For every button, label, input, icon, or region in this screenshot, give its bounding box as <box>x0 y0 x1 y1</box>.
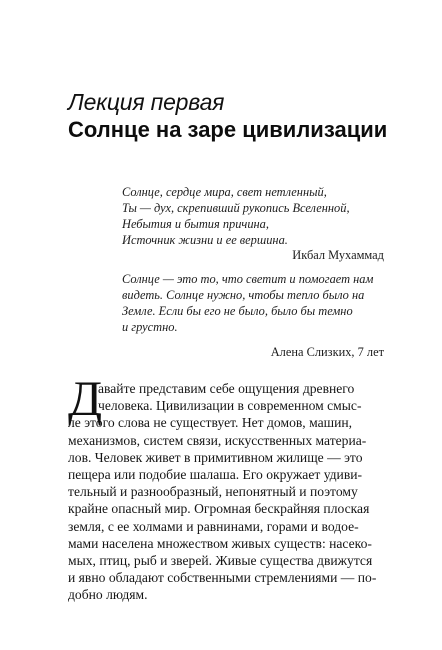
epigraph-line: Земле. Если бы его не было, было бы темно <box>122 304 353 318</box>
epigraph-line: Ты — дух, скрепивший рукопись Вселенной, <box>122 201 350 215</box>
chapter-title: Солнце на заре цивилизации <box>68 117 388 142</box>
body-line: земля, с ее холмами и равнинами, горами и водое- <box>68 518 359 534</box>
epigraph-author: Икбал Мухаммад <box>292 248 384 262</box>
epigraph-line: и грустно. <box>122 320 178 334</box>
body-line: и явно обладают собственными стремлениями — по- <box>68 570 377 586</box>
body-line: добно людям. <box>68 587 148 603</box>
epigraph-author: Алена Слизких, 7 лет <box>270 345 384 359</box>
body-line: мых, птиц, рыб и зверей. Живые существа движутся <box>68 553 373 569</box>
body-paragraph <box>68 380 388 604</box>
epigraph-line: видеть. Солнце нужно, чтобы тепло было на <box>122 288 365 302</box>
body-line: мами населена множеством живых существ: насеко- <box>68 535 372 551</box>
epigraph-line: Небытия и бытия причина, <box>122 217 269 231</box>
epigraph-poem <box>122 184 384 248</box>
epigraph-line: Источник жизни и ее вершина. <box>122 233 288 247</box>
body-line: авайте представим себе ощущения древнего <box>98 381 355 396</box>
epigraph-line: Солнце — это то, что светит и помогает нам <box>122 272 374 286</box>
body-line: механизмов, систем связи, искусственных материа- <box>68 432 367 448</box>
body-line: тельный и разнообразный, непонятный и поэтому <box>68 484 358 500</box>
epigraph-line: Солнце, сердце мира, свет нетленный, <box>122 185 327 199</box>
body-line: пещера или подобие шалаша. Его окружает удиви- <box>68 467 363 483</box>
body-line: лов. Человек живет в примитивном жилище — это <box>68 449 363 465</box>
body-line: ле этого слова не существует. Нет домов, машин, <box>68 415 353 431</box>
epigraph-quote <box>122 271 384 335</box>
drop-cap: Д <box>68 370 103 426</box>
lecture-label: Лекция первая <box>68 89 225 115</box>
body-line: крайне опасный мир. Огромная бескрайняя плоская <box>68 501 370 517</box>
body-line: человека. Цивилизации в современном смыс- <box>98 398 362 414</box>
